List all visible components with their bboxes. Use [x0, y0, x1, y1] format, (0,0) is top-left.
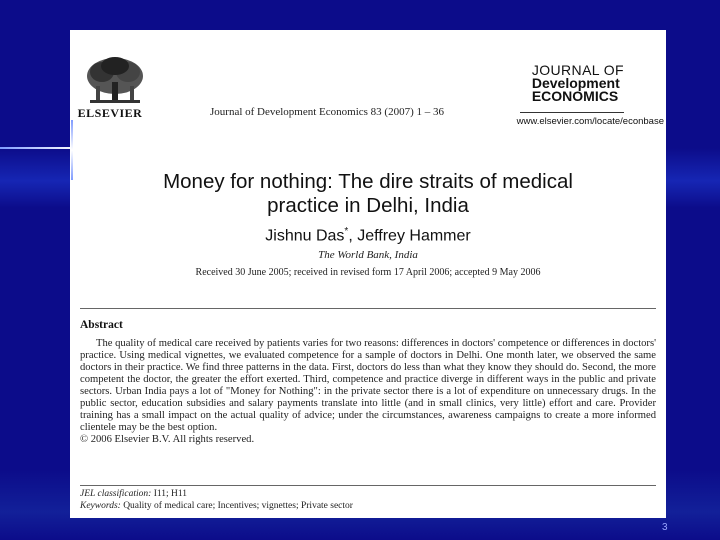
footer-rule	[80, 485, 656, 486]
journal-line-1: JOURNAL OF	[531, 62, 624, 78]
decorative-horizontal-line	[0, 147, 76, 149]
decorative-vertical-line	[71, 120, 73, 180]
author-2: , Jeffrey Hammer	[348, 227, 471, 245]
keywords-list: Quality of medical care; Incentives; vignettes; Private sector	[120, 501, 353, 511]
author-1: Jishnu Das	[265, 227, 345, 245]
journal-citation: Journal of Development Economics 83 (2007) 1 – 36	[210, 106, 445, 118]
jel-codes: I11; H11	[151, 489, 188, 499]
journal-masthead	[532, 64, 624, 103]
section-rule	[80, 308, 656, 309]
journal-line-3: ECONOMICS	[531, 88, 619, 104]
publisher-name: ELSEVIER	[77, 106, 143, 120]
slide-number: 3	[662, 522, 668, 533]
elsevier-tree-logo-icon	[80, 56, 150, 136]
received-dates: Received 30 June 2005; received in revised form 17 April 2006; accepted 9 May 2006	[195, 267, 541, 278]
affiliation: The World Bank, India	[318, 249, 418, 261]
paper-page	[70, 30, 666, 518]
journal-website: www.elsevier.com/locate/econbase	[516, 116, 664, 127]
abstract-text: The quality of medical care received by patients varies for two reasons: differences in doctors' competence or differences in doctors' practice. Using medical vignettes, we evaluated competence for a sample of doctors in Delhi. One month later, we observed the same doctors in their practice. We find three patterns in the data. First, doctors do less than what they know they should do. Second, the more competent the doctor, the greater the effort exerted. Third, competence and practice diverge in different ways in the public and private sectors. Urban India pays a lot of "Money for Nothing": in the private sector there is a lot of expenditure on unnecessary drugs. In the public sector, education subsidies and salary payments translate into little (and in small clinics, very little) effort and care. Provider training has a small impact on the actual quality of advice; under the circumstances, awareness campaigns to create a more informed clientele may be the best option.	[80, 338, 656, 433]
paper-title	[70, 170, 666, 218]
corresponding-author-mark: *	[344, 226, 349, 237]
keywords	[80, 501, 353, 511]
masthead-rule	[520, 112, 624, 113]
author-line	[70, 226, 666, 245]
abstract-body	[80, 338, 656, 446]
copyright-notice: © 2006 Elsevier B.V. All rights reserved.	[80, 434, 255, 445]
abstract-heading: Abstract	[80, 319, 123, 331]
keywords-label: Keywords:	[80, 501, 121, 511]
title-line-1: Money for nothing: The dire straits of medical	[163, 170, 573, 193]
title-line-2: practice in Delhi, India	[267, 194, 469, 217]
journal-line-2: Development	[531, 75, 620, 91]
jel-label: JEL classification:	[80, 489, 152, 499]
jel-classification	[80, 489, 187, 499]
